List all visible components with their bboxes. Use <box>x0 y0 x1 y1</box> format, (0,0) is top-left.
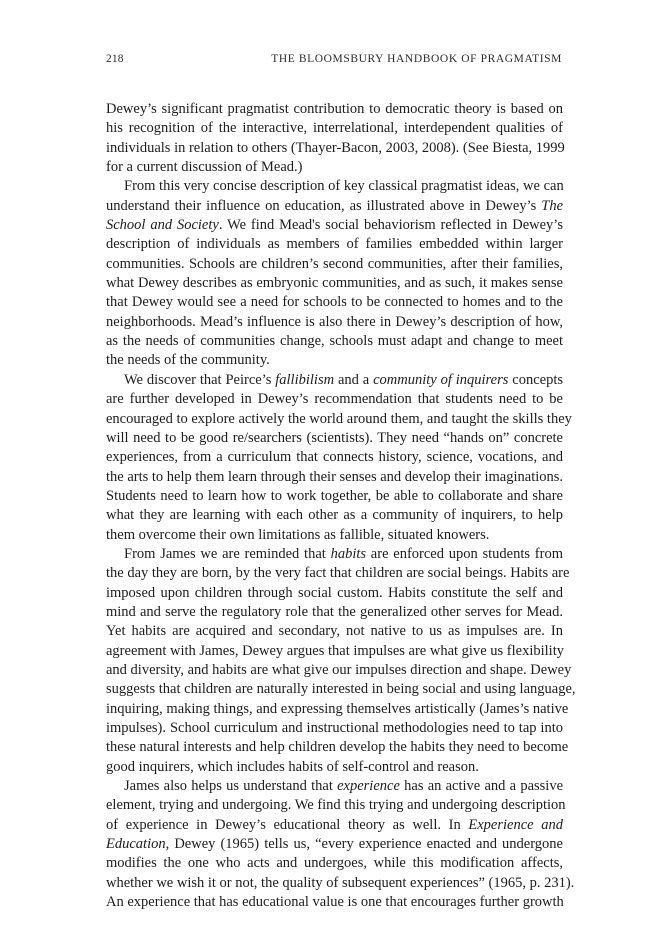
text-segment: James also helps us understand that <box>124 778 338 795</box>
text-segment: has an active and a passive <box>399 778 563 795</box>
text-line <box>106 351 563 370</box>
text-segment: impulses). School curriculum and instructional methodologies need to tap into <box>106 720 563 736</box>
text-line <box>106 661 572 680</box>
text-segment: We discover that Peirce’s <box>124 371 276 388</box>
text-segment: mind and serve the regulatory role that the generalized other serves for Mead. <box>106 603 563 620</box>
text-segment: whether we wish it or not, the quality of subsequent experiences” (1965, p. 231). <box>106 874 575 891</box>
text-segment: them overcome their own limitations as fallible, situated knowers. <box>106 526 490 543</box>
text-line <box>106 816 563 835</box>
text-line <box>106 235 563 254</box>
text-segment: of experience in Dewey’s educational theory as well. In <box>106 816 469 833</box>
text-line <box>106 119 563 138</box>
text-segment: Students need to learn how to work together, be able to collaborate and share <box>106 487 563 504</box>
italic-text: community of inquirers <box>373 371 509 388</box>
text-segment: , Dewey (1965) tells us, “every experience enacted and undergone <box>165 836 563 853</box>
text-segment: the arts to help them learn through their senses and develop their imaginations. <box>106 468 564 485</box>
text-segment: that Dewey would see a need for schools to be connected to homes and to the <box>106 294 563 311</box>
text-segment: An experience that has educational value is one that encourages further growth <box>106 894 564 911</box>
running-head-title: THE BLOOMSBURY HANDBOOK OF PRAGMATISM <box>271 53 562 65</box>
text-line <box>106 758 563 777</box>
text-segment: will need to be good re/searchers (scientists). They need “hands on” concrete <box>106 429 563 446</box>
italic-text: habits <box>330 545 367 562</box>
text-line <box>106 487 563 506</box>
text-segment: modifies the one who acts and undergoes, while this modification affects, <box>106 855 563 872</box>
text-segment: as the needs of communities change, schools must adapt and change to meet <box>106 333 563 350</box>
text-line <box>106 390 563 409</box>
text-line <box>106 738 569 757</box>
text-line <box>106 777 563 796</box>
text-line <box>106 332 563 351</box>
text-line <box>106 545 563 564</box>
text-segment: concepts <box>508 371 563 388</box>
text-line <box>106 719 563 738</box>
text-segment: what they are learning with each other as a community of inquirers, to help <box>106 507 563 524</box>
text-line <box>106 700 569 719</box>
text-segment: individuals in relation to others (Thayer-Bacon, 2003, 2008). (See Biesta, 1999 <box>106 139 565 156</box>
text-line <box>106 448 563 467</box>
text-segment: inquiring, making things, and expressing themselves artistically (James’s native <box>106 700 569 717</box>
italic-text: The <box>541 197 563 214</box>
text-line <box>106 893 563 912</box>
text-segment: and a <box>334 371 374 388</box>
text-line <box>106 216 563 235</box>
text-line <box>106 526 563 545</box>
text-segment: these natural interests and help children develop the habits they need to become <box>106 739 569 756</box>
text-segment: imposed upon children through social custom. Habits constitute the self and <box>106 584 563 601</box>
page-number: 218 <box>106 53 124 65</box>
text-line <box>106 854 563 873</box>
text-segment: From James we are reminded that <box>124 545 331 562</box>
text-line <box>106 603 563 622</box>
text-segment: description of individuals as members of families embedded within larger <box>106 236 563 253</box>
text-segment: for a current discussion of Mead.) <box>106 159 303 176</box>
text-line <box>106 874 575 893</box>
text-segment: suggests that children are naturally interested in being social and using language, <box>106 681 576 698</box>
italic-text: School and Society <box>106 217 219 234</box>
text-line <box>106 139 563 158</box>
text-line <box>106 255 563 274</box>
text-segment: Yet habits are acquired and secondary, not native to us as impulses are. In <box>106 623 563 640</box>
text-segment: Dewey’s significant pragmatist contribution to democratic theory is based on <box>106 101 563 117</box>
text-line <box>106 100 563 119</box>
text-line <box>106 622 563 641</box>
text-line <box>106 429 563 448</box>
text-segment: agreement with James, Dewey argues that impulses are what give us flexibility <box>106 642 564 659</box>
text-line <box>106 274 563 293</box>
text-line <box>106 177 563 196</box>
text-line <box>106 642 563 661</box>
text-segment: neighborhoods. Mead’s influence is also there in Dewey’s description of how, <box>106 313 563 330</box>
text-segment: element, trying and undergoing. We find this trying and undergoing description <box>106 797 566 814</box>
italic-text: fallibilism <box>275 371 335 388</box>
text-line <box>106 371 563 390</box>
text-line <box>106 835 563 854</box>
text-segment: are enforced upon students from <box>366 545 563 562</box>
text-line <box>106 468 563 487</box>
text-segment: his recognition of the interactive, interrelational, interdependent qualities of <box>106 120 563 137</box>
text-segment: the day they are born, by the very fact that children are social beings. Habits are <box>106 565 570 582</box>
text-line <box>106 796 566 815</box>
body-text <box>106 100 576 912</box>
text-line <box>106 158 563 177</box>
text-line <box>106 584 563 603</box>
text-line <box>106 564 570 583</box>
text-segment: are further developed in Dewey’s recommendation that students need to be <box>106 391 563 408</box>
text-line <box>106 293 563 312</box>
text-line <box>106 197 563 216</box>
italic-text: experience <box>337 778 400 795</box>
text-segment: communities. Schools are children’s second communities, after their families, <box>106 255 563 272</box>
text-line <box>106 506 563 525</box>
text-segment: and diversity, and habits are what give our impulses direction and shape. Dewey <box>106 661 572 678</box>
text-line <box>106 410 572 429</box>
text-segment: the needs of the community. <box>106 352 270 369</box>
text-segment: encouraged to explore actively the world around them, and taught the skills they <box>106 410 572 427</box>
italic-text: Experience and <box>468 816 564 833</box>
italic-text: Education <box>106 836 166 853</box>
text-line <box>106 313 563 332</box>
text-segment: . We find Mead's social behaviorism reflected in Dewey’s <box>218 217 563 234</box>
text-segment: experiences, from a curriculum that connects history, science, vocations, and <box>106 449 563 466</box>
text-segment: From this very concise description of key classical pragmatist ideas, we can <box>124 178 564 195</box>
text-segment: understand their influence on education, as illustrated above in Dewey’s <box>106 197 542 214</box>
text-segment: what Dewey describes as embryonic communities, and as such, it makes sense <box>106 275 563 292</box>
text-line <box>106 680 576 699</box>
text-segment: good inquirers, which includes habits of self-control and reason. <box>106 758 479 775</box>
